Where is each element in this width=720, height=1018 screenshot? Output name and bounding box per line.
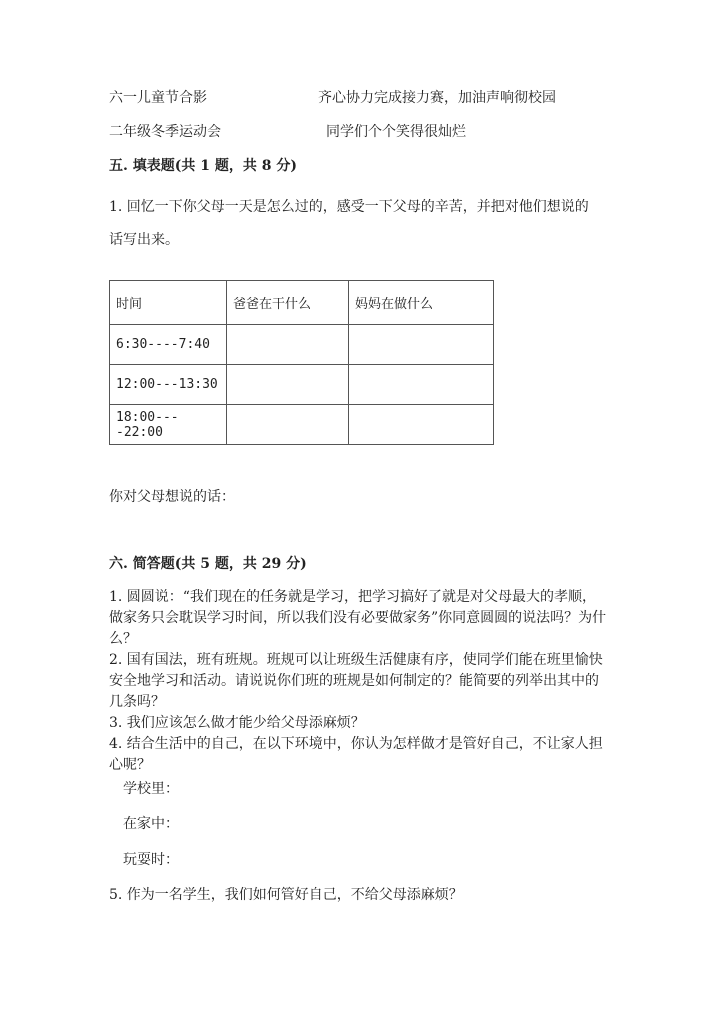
question-4: 4. 结合生活中的自己，在以下环境中，你认为怎样做才是管好自己，不让家人担心呢？ bbox=[109, 736, 603, 773]
question-2: 2. 国有国法，班有班规。班规可以让班级生活健康有序，使同学们能在班里愉快安全地学习和活动。请说说你们班的班规是如何制定的？能简要的列举出其中的几条吗？ bbox=[109, 652, 603, 710]
mom-answer-cell[interactable] bbox=[349, 365, 494, 405]
section5-question-line2: 话写出来。 bbox=[109, 232, 179, 248]
match-left-2: 二年级冬季运动会 bbox=[109, 124, 221, 140]
mom-answer-cell[interactable] bbox=[349, 325, 494, 365]
parents-day-table bbox=[109, 280, 494, 445]
q4-home-label: 在家中： bbox=[123, 816, 179, 832]
match-right-1: 齐心协力完成接力赛，加油声响彻校园 bbox=[318, 90, 556, 106]
message-to-parents-prompt: 你对父母想说的话： bbox=[109, 489, 235, 505]
dad-answer-cell[interactable] bbox=[227, 365, 349, 405]
match-left-1: 六一儿童节合影 bbox=[109, 90, 207, 106]
table-row bbox=[110, 405, 494, 445]
header-dad: 爸爸在干什么 bbox=[227, 281, 349, 325]
table-row bbox=[110, 365, 494, 405]
match-right-2: 同学们个个笑得很灿烂 bbox=[326, 124, 466, 140]
section5-question-line1: 1. 回忆一下你父母一天是怎么过的，感受一下父母的辛苦，并把对他们想说的 bbox=[109, 199, 589, 215]
table-header-row bbox=[110, 281, 494, 325]
time-cell: 6:30----7:40 bbox=[110, 325, 227, 365]
question-5: 5. 作为一名学生，我们如何管好自己，不给父母添麻烦？ bbox=[109, 887, 463, 903]
mom-answer-cell[interactable] bbox=[349, 405, 494, 445]
header-time: 时间 bbox=[110, 281, 227, 325]
dad-answer-cell[interactable] bbox=[227, 325, 349, 365]
header-mom: 妈妈在做什么 bbox=[349, 281, 494, 325]
time-cell: 18:00----22:00 bbox=[110, 405, 227, 445]
section5-title: 五. 填表题(共 1 题，共 8 分) bbox=[109, 158, 297, 174]
q4-play-label: 玩耍时： bbox=[123, 852, 179, 868]
table-row bbox=[110, 325, 494, 365]
dad-answer-cell[interactable] bbox=[227, 405, 349, 445]
section6-title: 六. 简答题(共 5 题，共 29 分) bbox=[109, 556, 307, 572]
time-cell: 12:00---13:30 bbox=[110, 365, 227, 405]
q4-school-label: 学校里： bbox=[123, 781, 179, 797]
question-3: 3. 我们应该怎么做才能少给父母添麻烦？ bbox=[109, 715, 365, 731]
question-1: 1. 圆圆说：“我们现在的任务就是学习，把学习搞好了就是对父母最大的孝顺，做家务只会耽误学习时间，所以我们没有必要做家务”你同意圆圆的说法吗？为什么？ bbox=[109, 589, 607, 647]
